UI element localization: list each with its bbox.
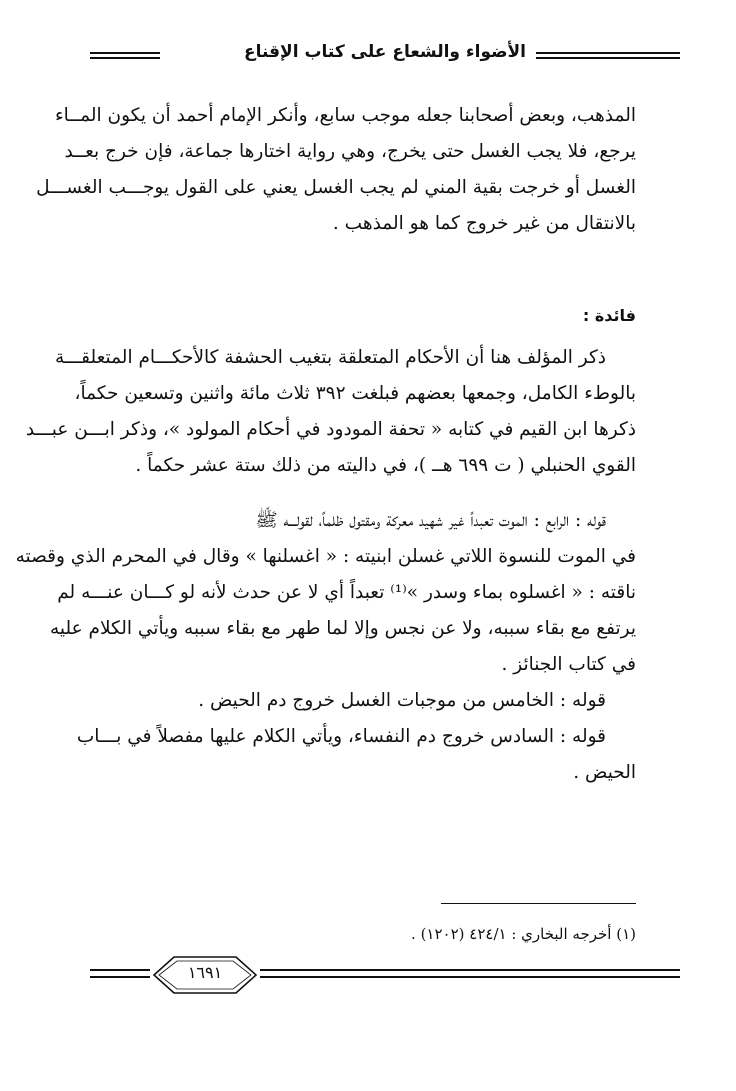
text-line: قوله : السادس خروج دم النفساء، ويأتي الكلام عليها مفصلاً في بـــاب bbox=[76, 726, 606, 747]
footer-rule-left bbox=[90, 969, 150, 978]
text-line: ذكر المؤلف هنا أن الأحكام المتعلقة بتغيب الحشفة كالأحكـــام المتعلقـــة bbox=[54, 347, 606, 368]
text-line: في كتاب الجنائز . bbox=[501, 654, 636, 675]
faida-heading: فائدة : bbox=[582, 306, 636, 325]
footnote: (١) أخرجه البخاري : ٤٢٤/١ (١٢٠٢) . bbox=[411, 925, 636, 943]
text-line: ذكرها ابن القيم في كتابه « تحفة المودود في أحكام المولود »، وذكر ابـــن عبـــد bbox=[25, 419, 636, 440]
book-title: الأضواء والشعاع على كتاب الإقناع bbox=[234, 42, 536, 62]
text-line: بالانتقال من غير خروج كما هو المذهب . bbox=[332, 213, 636, 234]
paragraph-3 bbox=[15, 503, 636, 791]
text-line: المذهب، وبعض أصحابنا جعله موجب سابع، وأنكر الإمام أحمد أن يكون المــاء bbox=[54, 105, 636, 126]
footer-rule-right bbox=[260, 969, 680, 978]
text-line: يرجع، فلا يجب الغسل حتى يخرج، وهي رواية اختارها جماعة، فإن خرج بعــد bbox=[64, 141, 636, 162]
text-line: قوله : الخامس من موجبات الغسل خروج دم الحيض . bbox=[198, 690, 606, 711]
page-footer bbox=[90, 955, 680, 1001]
paragraph-2 bbox=[25, 340, 636, 484]
text-line: يرتفع مع بقاء سببه، ولا عن نجس وإلا لما طهر مع بقاء سببه ويأتي الكلام عليه bbox=[49, 618, 636, 639]
text-line: الغسل أو خرجت بقية المني لم يجب الغسل يعني على القول يوجـــب الغســـل bbox=[36, 177, 636, 198]
running-header bbox=[90, 40, 680, 72]
footnote-divider bbox=[441, 903, 636, 904]
page-number: ١٦٩١ bbox=[187, 963, 223, 982]
page-number-badge bbox=[150, 955, 260, 995]
text-line: في الموت للنسوة اللاتي غسلن ابنيته : « اغسلنها » وقال في المحرم الذي وقصته bbox=[15, 546, 636, 567]
text-line: قوله : الرابع : الموت تعبداً غير شهيد معركة ومقتول ظلماً، لقولـــه ﷺ bbox=[255, 510, 606, 531]
text-line: الحيض . bbox=[573, 762, 636, 783]
paragraph-1 bbox=[36, 98, 636, 242]
text-line: ناقته : « اغسلوه بماء وسدر »⁽¹⁾ تعبداً أي لا عن حدث لأنه لو كـــان عنـــه لم bbox=[57, 582, 636, 603]
header-rule-left bbox=[90, 52, 160, 59]
text-line: بالوطء الكامل، وجمعها بعضهم فبلغت ٣٩٢ ثلاث مائة واثنين وتسعين حكماً، bbox=[74, 383, 636, 404]
text-line: القوي الحنبلي ( ت ٦٩٩ هــ )، في داليته من ذلك ستة عشر حكماً . bbox=[135, 455, 636, 476]
